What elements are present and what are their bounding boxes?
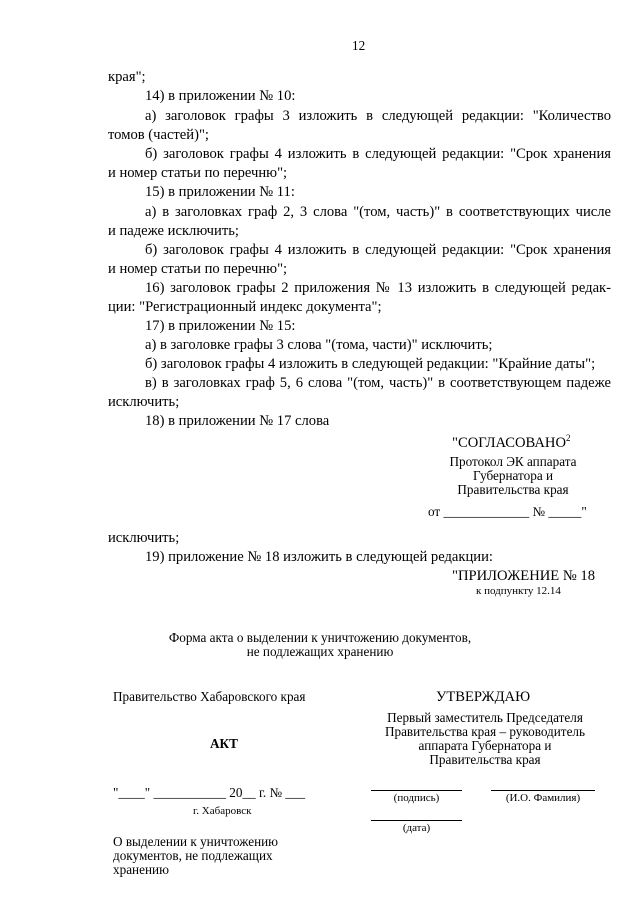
agreed-line: Правительства края (457, 482, 569, 497)
body-line: а) заголовок графы 3 изложить в следующей редакции: "Количество (145, 108, 611, 124)
body-line: 17) в приложении № 15: (145, 318, 296, 334)
body-line: 16) заголовок графы 2 приложения № 13 изложить в следующей редак- (145, 280, 611, 296)
body-line: 14) в приложении № 10: (145, 88, 296, 104)
date-label: (дата) (402, 822, 431, 834)
act-heading: АКТ (210, 736, 238, 751)
signature-label: (подпись) (393, 792, 440, 804)
name-line (491, 790, 595, 791)
agreed-title: "СОГЛАСОВАНО$^2$ (452, 433, 571, 451)
body-line: 15) в приложении № 11: (145, 184, 295, 200)
page-number: 12 (352, 38, 366, 53)
body-line: б) заголовок графы 4 изложить в следующей редакции: "Срок хранения (145, 146, 611, 162)
act-subject: хранению (113, 862, 169, 877)
body-line: а) в заголовках граф 2, 3 слова "(том, часть)" в соответствующих числе (145, 204, 611, 220)
act-subject: О выделении к уничтожению (113, 834, 279, 849)
appendix-title: "ПРИЛОЖЕНИЕ № 18 (452, 568, 596, 584)
approver-position: аппарата Губернатора и (418, 738, 552, 753)
agreed-line: Губернатора и (472, 468, 554, 483)
approve-heading: УТВЕРЖДАЮ (436, 689, 531, 705)
approver-position: Первый заместитель Председателя (387, 710, 583, 725)
appendix-subtitle: к подпункту 12.14 (476, 585, 561, 597)
act-date-number: "____" ___________ 20__ г. № ___ (113, 785, 306, 800)
org-name: Правительство Хабаровского края (113, 689, 306, 704)
body-line: б) заголовок графы 4 изложить в следующей редакции: "Крайние даты"; (145, 356, 596, 372)
body-line: исключить; (108, 530, 180, 546)
body-line: и номер статьи по перечню"; (108, 261, 288, 277)
approver-position: Правительства края – руководитель (384, 724, 586, 739)
body-line: томов (частей)"; (108, 127, 209, 143)
body-line: ции: "Регистрационный индекс документа"; (108, 299, 382, 315)
body-line: б) заголовок графы 4 изложить в следующей редакции: "Срок хранения (145, 242, 611, 258)
body-line: исключить; (108, 394, 180, 410)
approver-position: Правительства края (429, 752, 541, 767)
body-line: и номер статьи по перечню"; (108, 165, 288, 181)
form-title-line: Форма акта о выделении к уничтожению документов, (168, 630, 472, 645)
body-line: 18) в приложении № 17 слова (145, 413, 330, 429)
agreed-date-line: от _____________ № _____" (428, 504, 587, 519)
body-line: края"; (108, 69, 146, 85)
name-label: (И.О. Фамилия) (505, 792, 581, 804)
agreed-line: Протокол ЭК аппарата (449, 454, 577, 469)
act-subject: документов, не подлежащих (113, 848, 273, 863)
body-line: 19) приложение № 18 изложить в следующей редакции: (145, 549, 493, 565)
body-line: в) в заголовках граф 5, 6 слова "(том, часть)" в соответствующем падеже (145, 375, 611, 391)
date-line (371, 820, 462, 821)
footnote-mark: 2 (565, 433, 571, 443)
form-title-line: не подлежащих хранению (246, 644, 394, 659)
signature-line (371, 790, 462, 791)
body-line: а) в заголовке графы 3 слова "(тома, части)" исключить; (145, 337, 493, 353)
body-line: и падеже исключить; (108, 223, 239, 239)
act-city: г. Хабаровск (193, 805, 252, 817)
